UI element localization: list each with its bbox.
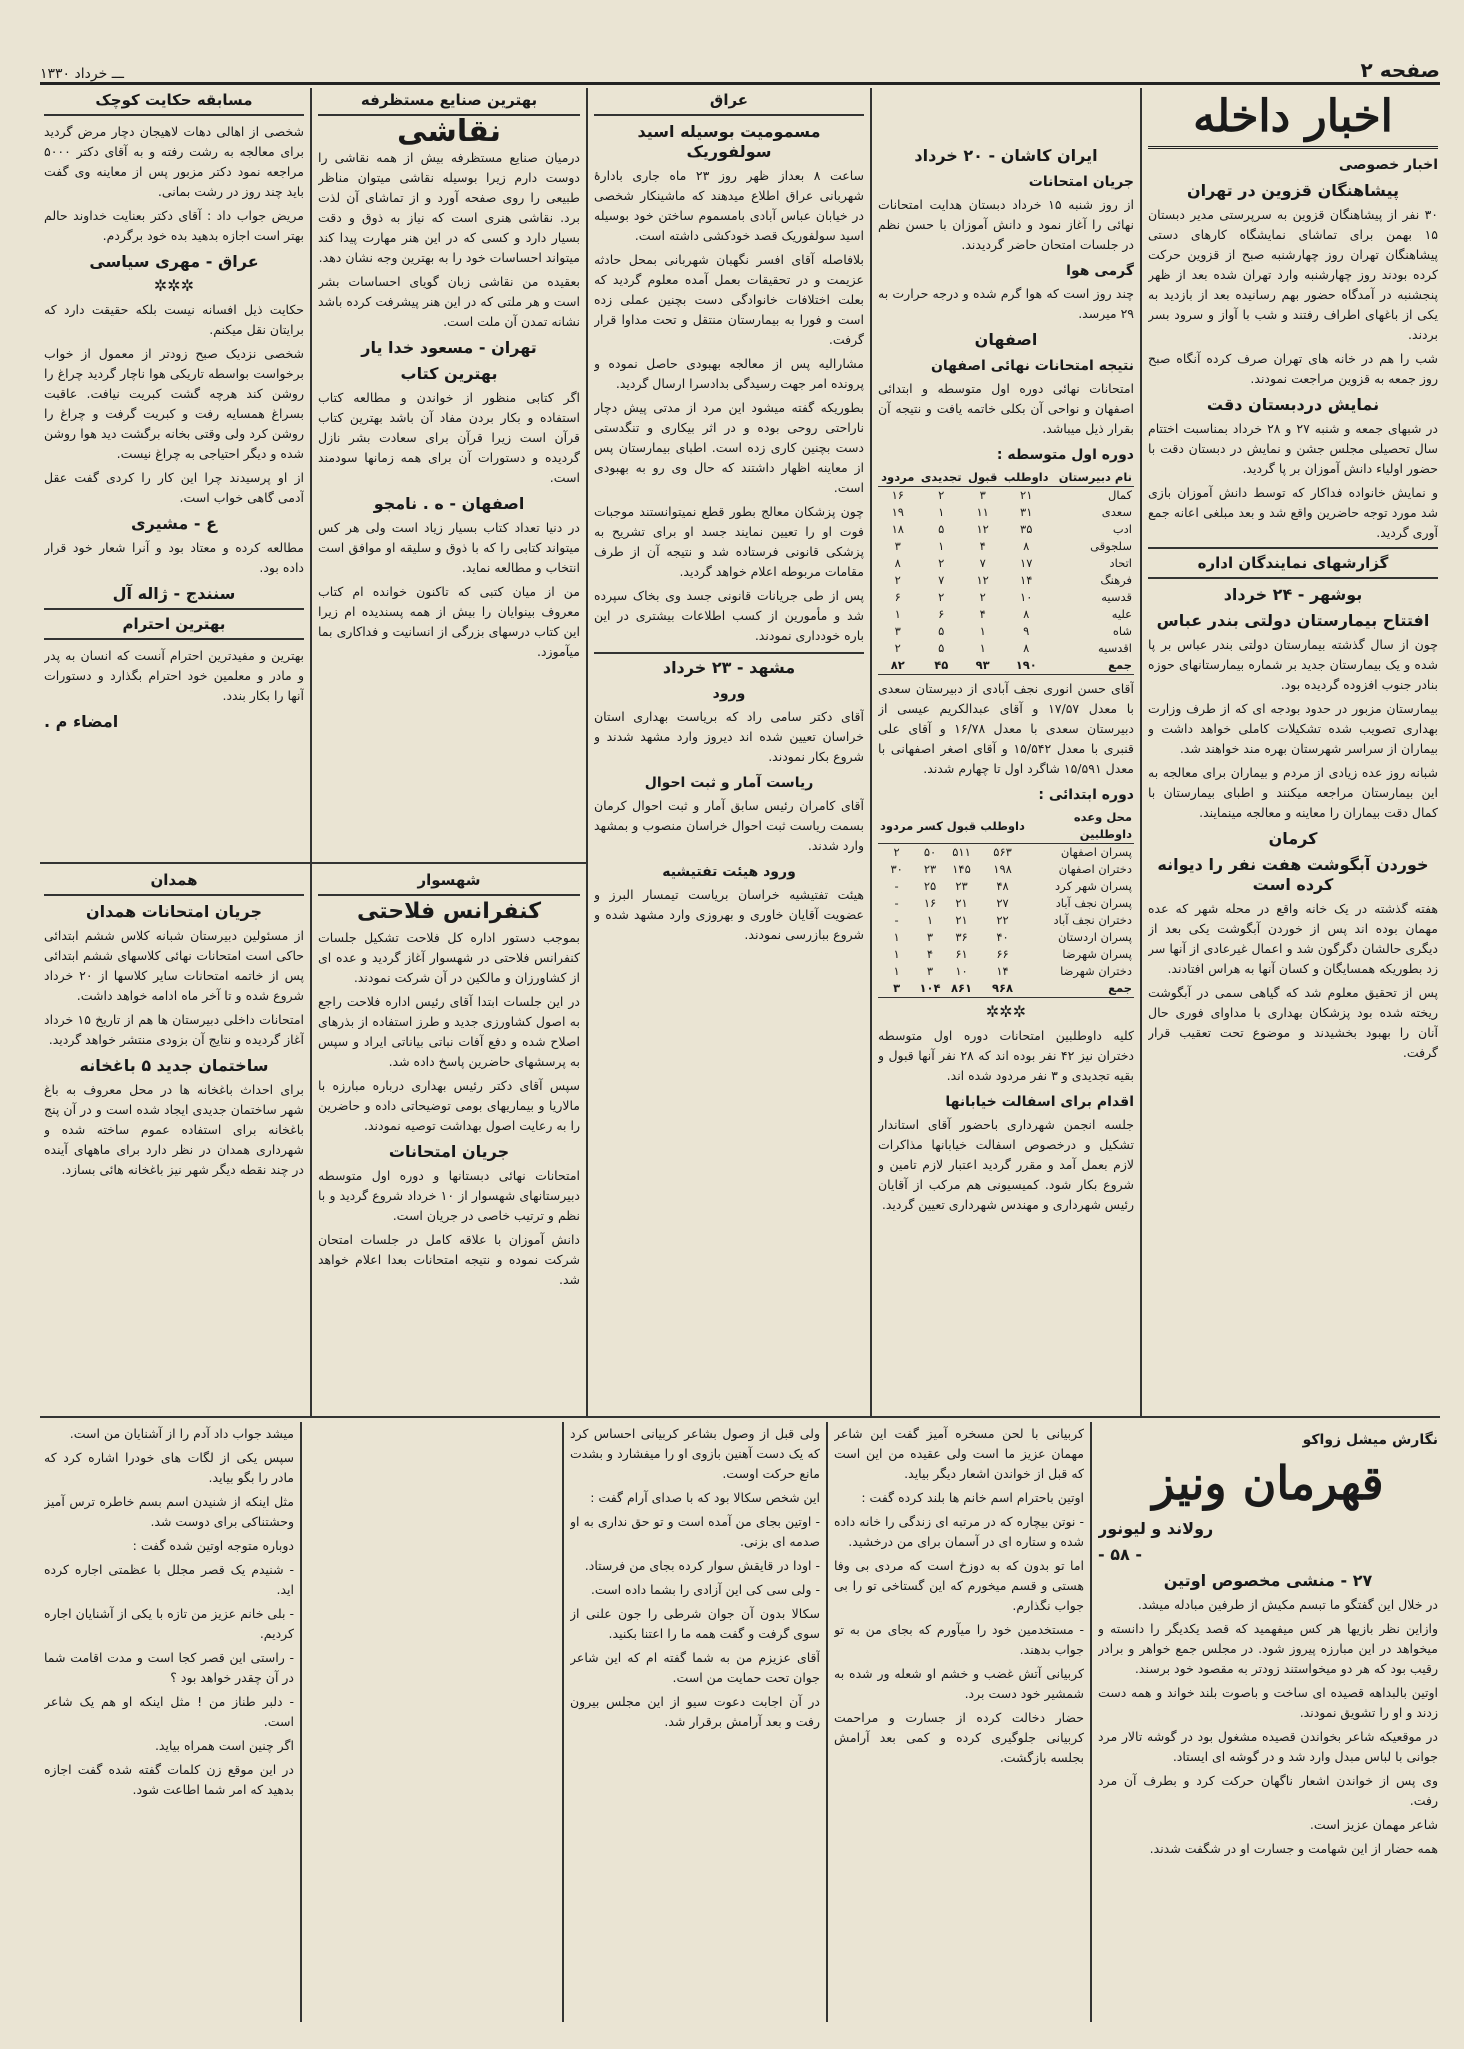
table-cell: ۶۶	[996, 947, 1009, 961]
table-cell: ۳	[894, 539, 901, 553]
article-headline: کنفرانس فلاحتی	[356, 899, 542, 924]
serial-episode: - ۵۸ -	[1098, 1545, 1142, 1564]
table-cell: اتحاد	[1109, 556, 1132, 570]
serial-text: حضار دخالت کرده از جسارت و مراحمت کربیانی جلوگیری کرده و کمی بعد آرامش بجلسه بازگشت.	[834, 1710, 1084, 1765]
table-row	[878, 521, 1134, 538]
section-title: بهترین صنایع مستظرفه	[318, 88, 580, 116]
article-text: شخصی نزدیک صبح زودتر از معمول از خواب برخواست بواسطه تاریکی هوا ناچار گردید چراغ را روشن کند هرچه گشت کبریت نیافت. عاقبت بسراغ همسایه رفت و کبریت گرفت و چراغ را روشن کرد ولی وقتی بخانه برگشت دید هوا روشن شده و دیگر احتیاجی به چراغ نیست.	[44, 346, 304, 461]
table-cell: ادب	[1112, 522, 1132, 536]
table-caption: دوره اول متوسطه :	[996, 447, 1134, 463]
serial-text: سکالا بدون آن جوان شرطی را جون علنی از سوی گرفت و گفت همه ما را اعتنا بکنید.	[570, 1606, 820, 1641]
serial-text: - ولی سی کی این آزادی را بشما داده است.	[590, 1582, 820, 1597]
serial-text: وی پس از خواندن اشعار ناگهان حرکت کرد و بطرف آن مرد رفت.	[1098, 1773, 1438, 1808]
table-header: کسر	[915, 809, 945, 844]
serial-subtitle: رولاند و لیونور	[1098, 1519, 1214, 1538]
table-cell: ۱۰۴	[915, 980, 945, 998]
table-header: نام دبیرستان	[1052, 469, 1134, 487]
article-text: امتحانات نهائی دبستانها و دوره اول متوسطه دبیرستانهای شهسوار از ۱۰ خرداد شروع گردید و با نظم و ترتیب خاصی در جریان است.	[318, 1168, 580, 1223]
table-cell: ۹	[1023, 624, 1030, 638]
author-signature: امضاء م .	[44, 712, 119, 731]
table-row	[878, 538, 1134, 555]
table-cell: ۹۳	[965, 657, 1000, 675]
serial-text: - نوتن بیچاره که در مرتبه ای زندگی را خانه داده شده و ستاره ای در آسمان برای من درخشید.	[834, 1514, 1084, 1549]
serial-column-2	[834, 1424, 1084, 2020]
article-text: چون پزشکان معالج بطور قطع نمیتوانستند موجبات فوت او را تعیین نمایند جسد او برای تشریح به پزشکی قانونی فرستاده شد و نتیجه آن از طرف مقامات مربوطه اعلام خواهد گردید.	[594, 504, 864, 579]
city-dateline: بوشهر - ۲۴ خرداد	[1223, 585, 1363, 604]
table-header: تجدیدی	[918, 469, 965, 487]
article-text: آقای کامران رئیس سابق آمار و ثبت احوال کرمان بسمت ریاست ثبت احوال خراسان منصوب و بمشهد وارد شدند.	[594, 798, 864, 853]
table-row	[878, 861, 1134, 878]
table-cell: سلجوقی	[1090, 539, 1132, 553]
table-cell: ۱۶	[923, 896, 937, 910]
table-cell: ۲۳	[923, 862, 937, 876]
table-cell: پسران اردستان	[1057, 930, 1132, 944]
table-cell: دختران نجف آباد	[1053, 913, 1132, 927]
table-cell: ۲۳	[955, 879, 968, 893]
table-cell: ۲	[938, 488, 945, 502]
table-cell: پسران شهر کرد	[1055, 879, 1132, 893]
article-text: من از میان کتبی که تاکنون خوانده ام کتاب معروف بینوایان را بیش از همه پسندیده ام زیرا این کتاب درسهای بزرگی از انسانیت و فداکاری بما میآموزد.	[318, 584, 580, 659]
serial-text: شاعر مهمان عزیز است.	[1309, 1817, 1438, 1832]
author-signature: ع - مشیری	[130, 514, 218, 533]
article-text: شب را هم در خانه های تهران صرف کرده آنگاه صبح روز جمعه به قزوین مراجعت نمودند.	[1148, 351, 1438, 386]
article-text: پس از طی جریانات قانونی جسد وی بخاک سپرده شد و مأمورین از کسب اطلاعات بیشتری در این باره خودداری نمودند.	[594, 588, 864, 643]
serial-author: نگارش میشل زواکو	[1302, 1432, 1438, 1448]
primary-results-table	[878, 809, 1134, 998]
table-cell: ۱۶	[891, 488, 904, 502]
article-text: در دنیا تعداد کتاب بسیار زیاد است ولی هر کس میتواند کتابی را که با ذوق و سلیقه او موافق است انتخاب و مطالعه نماید.	[318, 520, 580, 575]
author-signature: سنندج - ژاله آل	[112, 584, 236, 603]
serial-text: اگر چنین است همراه بیاید.	[154, 1738, 294, 1753]
table-cell: ۲۵	[923, 879, 937, 893]
serial-text: - اودا در قایقش سوار کرده بجای من فرستاد.	[584, 1558, 820, 1573]
table-cell: شاه	[1112, 624, 1132, 638]
column-rule	[300, 1422, 302, 2022]
table-cell: ۳۰	[890, 862, 903, 876]
table-cell: ۳۱	[1020, 505, 1033, 519]
table-cell: ۱	[979, 641, 986, 655]
serial-text: وازاین نظر بازیها هر کس میفهمید که قصد یکدیگر را دانسته و میخواهد در این مبارزه پیروز شود. در مجلس جمع خواهر و برادر رقیب بود که هر دو میخواستند زودتر به مقصود خود برسند.	[1098, 1621, 1438, 1676]
table-row	[878, 487, 1134, 505]
table-cell: ۲	[938, 590, 945, 604]
separator-ornament-icon: ✲✲✲	[153, 276, 195, 295]
table-cell: ۱	[893, 930, 900, 944]
table-cell: ۵۰	[923, 845, 937, 859]
table-cell: ۹۶۸	[978, 980, 1027, 998]
serial-text: کربیانی با لحن مسخره آمیز گفت این شاعر مهمان عزیز ما است ولی عقیده من این است که قبل از خواندن اشعار دیگر بیاید.	[834, 1426, 1084, 1481]
article-text: ۳۰ نفر از پیشاهنگان قزوین به سرپرستی مدیر دبستان ۱۵ بهمن برای تماشای نمایشگاه کارهای دستی پیشاهنگان تهران روز چهارشنبه صبح از قزوین حرکت کرده بودند روز چهارشنبه وارد تهران شده بعد از ظهر پنجشنبه در آمدگاه حضور بهم رسانیده بعد از بازدید به یکی از باغهای اطراف رفتند و شب با آواز و سرود بسر بردند.	[1148, 207, 1438, 342]
page-header	[40, 52, 1440, 85]
table-row	[878, 912, 1134, 929]
horizontal-rule	[40, 862, 586, 864]
article-headline: ساختمان جدید ۵ باغخانه	[79, 1056, 269, 1075]
serial-text: در موقعیکه شاعر بخواندن قصیده مشغول بود در گوشه تالار مرد جوانی با لباس مبدل وارد شد و در گوشه ای ایستاد.	[1098, 1729, 1438, 1764]
table-header: مردود	[878, 809, 915, 844]
table-cell: ۱۰	[1020, 590, 1033, 604]
serial-text: - مستخدمین خود را میآورم که بجای من به تو جواب بدهند.	[834, 1622, 1084, 1657]
hamadan-column	[44, 868, 304, 1412]
table-cell: جمع	[1027, 980, 1134, 998]
city-dateline: مشهد - ۲۳ خرداد	[594, 652, 864, 678]
serial-text: - راستی این قصر کجا است و مدت اقامت شما در آن چقدر خواهد بود ؟	[44, 1650, 294, 1685]
city-dateline: کرمان	[1268, 829, 1318, 848]
table-cell: فرهنگ	[1100, 573, 1132, 587]
table-cell: ۴۰	[996, 930, 1009, 944]
table-cell: ۱	[926, 913, 934, 927]
table-cell: ۱۲	[976, 573, 989, 587]
table-cell: ۲۲	[996, 913, 1009, 927]
article-text: در این جلسات ابتدا آقای رئیس اداره فلاحت راجع به اصول کشاورزی جدید و طرز استفاده از بذرهای اصلاح شده و دفع آفات نباتی بیاناتی ایراد و سپس به پرسشهای حاضرین پاسخ داده شد.	[318, 994, 580, 1069]
table-cell: -	[894, 879, 899, 893]
table-cell: کمال	[1108, 488, 1132, 502]
table-row	[878, 555, 1134, 572]
short-story-column	[44, 88, 304, 858]
city-dateline: اصفهان	[974, 330, 1038, 349]
article-text: از روز شنبه ۱۵ خرداد دبستان هدایت امتحانات نهائی را آغاز نمود و دانش آموزان با حسن نظم در جلسات امتحان حاضر گردیدند.	[878, 197, 1134, 252]
table-row	[878, 946, 1134, 963]
table-row	[878, 844, 1134, 862]
table-cell: ۷	[979, 556, 986, 570]
serial-text: - بلی خانم عزیز من تازه با یکی از آشنایان اجاره کردیم.	[44, 1606, 294, 1641]
serial-text: اوتین بالبداهه قصیده ای ساخت و باصوت بلند خواند و همه دست زدند و او را تشویق نمودند.	[1098, 1685, 1438, 1720]
article-headline: نمایش دردبستان دقت	[1206, 395, 1380, 414]
table-cell: ۲۱	[955, 896, 968, 910]
table-cell: ۱۸	[891, 522, 904, 536]
serial-text: دوباره متوجه اوتین شده گفت :	[132, 1538, 294, 1553]
serial-text: آقای عزیزم من به شما گفته ام که این شاعر جوان تحت حمایت من است.	[570, 1650, 820, 1685]
table-header: محل وعده داوطلبین	[1027, 809, 1134, 844]
city-dateline: ایران کاشان - ۲۰ خرداد	[914, 146, 1098, 165]
article-text: شخصی از اهالی دهات لاهیجان دچار مرض گردید برای معالجه به رشت رفته و به آقای دکتر ۵۰۰۰ مراجعه نمود دکتر مزبور پس از معاینه وی گفت باید چند روز در رشت بمانی.	[44, 124, 304, 199]
table-cell: ۲	[938, 556, 945, 570]
table-cell: ۲	[894, 641, 901, 655]
article-text: آقای حسن انوری نجف آبادی از دبیرستان سعدی با معدل ۱۷/۵۷ و آقای عبدالکریم عیسی از دبیرستان سعدی با معدل ۱۶/۷۸ و آقای علی قنبری با معدل ۱۵/۵۴۲ و آقای اصغر اصفهانی با معدل ۱۵/۵۹۱ شاگرد اول تا چهارم شدند.	[878, 681, 1134, 776]
serial-text: در آن اجابت دعوت سیو از این مجلس بیرون رفت و بعد آرامش برقرار شد.	[570, 1694, 820, 1729]
article-text: پس از تحقیق معلوم شد که گیاهی سمی در آبگوشت ریخته شده بود پزشکان بهداری با مداوای فوری حال آنان را بهبود بخشیدند و موضوع تحت تعقیب قرار گرفت.	[1148, 985, 1438, 1060]
table-row	[878, 589, 1134, 606]
section-title: عراق	[594, 88, 864, 116]
table-cell: -	[894, 913, 899, 927]
table-cell: ۸	[1023, 641, 1030, 655]
table-cell: ۱۴	[1020, 573, 1033, 587]
article-headline: ریاست آمار و ثبت احوال	[644, 775, 814, 791]
article-text: سپس آقای دکتر رئیس بهداری درباره مبارزه با مالاریا و بیماریهای بومی توضیحاتی داده و حاضرین را به رعایت اصول بهداشت توصیه نمودند.	[318, 1078, 580, 1133]
section-title: بهترین احترام	[44, 608, 304, 640]
table-cell: ۵	[938, 624, 945, 638]
table-cell: ۴۸	[996, 879, 1009, 893]
article-text: جلسه انجمن شهرداری باحضور آقای استاندار تشکیل و درخصوص اسفالت خیابانها مذاکرات لازم بعمل آمد و مقرر گردید اعتبار لازم تامین و شروع بکار شود. کمیسیونی هم مرکب از آقایان رئیس شهرداری و مهندس شهرداری تعیین گردید.	[878, 1117, 1134, 1212]
page-number: صفحه ۲	[1360, 58, 1440, 82]
table-cell: ۳	[926, 930, 934, 944]
serial-column-4	[44, 1424, 294, 2020]
table-row	[878, 878, 1134, 895]
table-cell: ۲۱	[955, 913, 968, 927]
serial-text: در این موقع زن کلمات گفته شده گفت اجازه بدهید که امر شما اطاعت شود.	[44, 1762, 294, 1797]
table-cell: دختران اصفهان	[1058, 862, 1132, 876]
table-cell: ۳۶	[955, 930, 968, 944]
article-text: مشارالیه پس از معالجه بهبودی حاصل نموده و پرونده امر جهت رسیدگی بدادسرا ارسال گردید.	[594, 356, 864, 391]
serial-text: مثل اینکه از شنیدن اسم بسم خاطره ترس آمیز وحشتناکی برای دوست شد.	[44, 1494, 294, 1529]
article-text: و نمایش خانواده فداکار که توسط دانش آموزان بازی شد مورد توجه حاضرین واقع شد و بعد مبلغی اعانه جمع آوری گردید.	[1148, 485, 1438, 540]
table-cell: ۸۶۱	[945, 980, 978, 998]
author-signature: اصفهان - ه . نامجو	[373, 494, 525, 513]
article-text: ساعت ۸ بعداز ظهر روز ۲۳ ماه جاری بادارۀ شهربانی عراق اطلاع میدهند که ماشینکار شخصی در خیابان عباس آبادی بامسموم ساختن خود بوسیله اسید سولفوریک قصد خودکشی داشته است.	[594, 168, 864, 243]
table-cell: ۶	[938, 607, 945, 621]
table-cell: ۵	[938, 641, 945, 655]
table-cell: ۱۴	[996, 964, 1009, 978]
article-text: چند روز است که هوا گرم شده و درجه حرارت به ۲۹ میرسد.	[878, 286, 1134, 321]
table-cell: ۳۵	[1020, 522, 1033, 536]
section-title: مسابقه حکایت کوچک	[44, 88, 304, 116]
table-cell: ۱۹۰	[1000, 657, 1052, 675]
table-header-row	[878, 469, 1134, 487]
table-total-row	[878, 980, 1134, 998]
table-row	[878, 572, 1134, 589]
table-cell: ۳	[878, 980, 915, 998]
section-title: شهسوار	[318, 868, 580, 896]
column-rule	[586, 88, 588, 1416]
column-rule	[1090, 1422, 1092, 2022]
article-headline: اقدام برای اسفالت خیابانها	[945, 1094, 1134, 1110]
table-cell: پسران شهرضا	[1062, 947, 1132, 961]
table-cell: ۸	[1023, 539, 1030, 553]
article-text: برای احداث باغخانه ها در محل معروف به باغ شهر ساختمان جدیدی ایجاد شده است و در آن پنج باغخانه برای استفاده عموم ساخته شده و شهرداری همدان در نظر دارد برای ماههای آینده در چند نقطه دیگر شهر نیز باغخانه هائی بسازد.	[44, 1082, 304, 1177]
article-text: در شبهای جمعه و شنبه ۲۷ و ۲۸ خرداد بمناسبت اختتام سال تحصیلی مجلس جشن و نمایش در دبستان دقت با حضور اولیاء دانش آموزان بر پا گردید.	[1148, 421, 1438, 476]
table-cell: ۲	[894, 573, 901, 587]
table-row	[878, 963, 1134, 980]
article-text: مریض جواب داد : آقای دکتر بعنایت خداوند حالم بهتر است اجازه بدهید بده خود برگردم.	[44, 208, 304, 243]
column-rule	[310, 88, 312, 1416]
serial-text: اوتین باحترام اسم خانم ها بلند کرده گفت :	[861, 1490, 1084, 1505]
table-row	[878, 606, 1134, 623]
table-cell: ۴	[979, 539, 986, 553]
article-text: بطوریکه گفته میشود این مرد از مدتی پیش دچار ناراحتی روحی بوده و در اثر بیکاری و تنگدستی دست بچنین کاری زده است. اطبای بیمارستان پس از معاینه اظهار داشتند که حال وی رو به بهبودی است.	[594, 400, 864, 495]
kashan-isfahan-column	[878, 140, 1134, 1412]
table-cell: ۴	[926, 947, 934, 961]
serial-text: ولی قبل از وصول بشاعر کربیانی احساس کرد که یک دست آهنین بازوی او را میفشارد و بشدت مانع حرکت اوست.	[570, 1426, 820, 1481]
horizontal-rule	[40, 1416, 1440, 1418]
article-text: شبانه روز عده زیادی از مردم و بیماران برای معالجه به این بیمارستان مراجعه میکنند و اطبای بیمارستان با کمال دقت بیماران را معاینه و معالجه مینمایند.	[1148, 765, 1438, 820]
table-cell: ۲۱	[1020, 488, 1033, 502]
table-cell: ۲	[979, 590, 986, 604]
column-rule	[826, 1422, 828, 2022]
table-cell: ۵۶۳	[993, 845, 1012, 859]
article-headline: بهترین کتاب	[400, 364, 498, 383]
article-text: از او پرسیدند چرا این کار را کردی گفت عقل آدمی گاهی خواب است.	[44, 470, 304, 505]
table-header: مردود	[878, 469, 918, 487]
article-text: هفته گذشته در یک خانه واقع در محله شهر که عده مهمان بوده اند پس از خوردن آبگوشت یکی بعد از دیگری حالشان دگرگون شد و اعمال غیرعادی از آنها سر زد بطوریکه همسایگان و کسان آنها به هراس افتادند.	[1148, 901, 1438, 976]
table-cell: ۱۱	[976, 505, 989, 519]
serial-text: همه حضار از این شهامت و جسارت او در شگفت شدند.	[1149, 1841, 1438, 1856]
table-cell: ۱	[893, 964, 900, 978]
table-cell: ۱۹۸	[993, 862, 1012, 876]
table-cell: ۱۰	[955, 964, 968, 978]
table-cell: ۱۷	[1020, 556, 1033, 570]
article-text: درمیان صنایع مستظرفه بیش از همه نقاشی را دوست دارم زیرا بوسیله نقاشی میتوان مناظر طبیعی را روی صفحه آورد و از تماشای آن لذت برد. نقاشی هنری است که نیاز به ذوق و دقت بسیار دارد و کسی که در این هنر مهارت پیدا کند میتواند احساسات خود را به بهترین وجه نشان دهد.	[318, 150, 580, 265]
article-text: آقای دکتر سامی راد که بریاست بهداری استان خراسان تعیین شده اند دیروز وارد مشهد شدند و شروع بکار نمودند.	[594, 709, 864, 764]
table-total-row	[878, 657, 1134, 675]
serial-column-3	[570, 1424, 820, 2020]
domestic-news-column	[1148, 88, 1438, 1412]
table-row	[878, 929, 1134, 946]
table-cell: ۲۷	[996, 896, 1009, 910]
serial-title-column	[1098, 1424, 1438, 2020]
serial-text: میشد جواب داد آدم را از آشنایان من است.	[69, 1426, 294, 1441]
serial-text: کربیانی آتش غضب و خشم او شعله ور شده به شمشیر خود دست برد.	[834, 1666, 1084, 1701]
table-cell: ۱۹	[891, 505, 904, 519]
table-cell: ۴	[979, 607, 986, 621]
table-cell: سعدی	[1101, 505, 1132, 519]
table-header: داوطلب	[1000, 469, 1052, 487]
table-cell: ۱	[938, 539, 945, 553]
table-cell: ۴۵	[918, 657, 965, 675]
table-cell: ۲	[893, 845, 900, 859]
serial-text: - اوتین بجای من آمده است و تو حق نداری به او صدمه ای بزنی.	[570, 1514, 820, 1549]
article-headline: گرمی هوا	[1066, 263, 1134, 279]
article-headline: نقاشی	[397, 114, 501, 149]
table-header: داوطلب	[978, 809, 1027, 844]
table-cell: ۶	[894, 590, 901, 604]
author-signature: تهران - مسعود خدا یار	[361, 338, 537, 357]
table-cell: اقدسیه	[1097, 641, 1132, 655]
article-text: بعقیده من نقاشی زبان گویای احساسات بشر است و هر ملتی که در این هنر پیشرفت کرده باشد نشانه تمدن آن ملت است.	[318, 274, 580, 329]
table-cell: ۸	[1023, 607, 1030, 621]
table-cell: ۱	[979, 624, 986, 638]
article-text: امتحانات نهائی دوره اول متوسطه و ابتدائی اصفهان و نواحی آن بکلی خاتمه یافت و نتیجه آن بقرار ذیل میباشد.	[878, 381, 1134, 436]
article-headline: ورود هیئت تفتیشیه	[662, 864, 796, 880]
author-signature: عراق - مهری سیاسی	[89, 252, 259, 271]
table-cell: ۳	[979, 488, 986, 502]
article-text: بیمارستان مزبور در حدود بودجه ای که از طرف وزارت بهداری تصویب شده تشکیلات کاملی خواهد داشت و بیماران از سراسر شهرستان بهره مند خواهند شد.	[1148, 701, 1438, 756]
header-date: ـــ خرداد ۱۳۳۰	[40, 66, 125, 82]
table-row	[878, 640, 1134, 657]
table-cell: ۱	[893, 947, 900, 961]
table-row	[878, 623, 1134, 640]
article-text: از مسئولین دبیرستان شبانه کلاس ششم ابتدائی حاکی است امتحانات نهائی کلاسهای ششم ابتدائی پس از خاتمه امتحانات سایر کلاسها از ۲۰ خرداد شروع شده و تا آخر ماه ادامه خواهد داشت.	[44, 928, 304, 1003]
article-headline: جریان امتحانات همدان	[85, 902, 263, 921]
fine-arts-column	[318, 88, 580, 858]
table-cell: ۸۲	[878, 657, 918, 675]
serial-text: اما تو بدون که به دوزخ است که مردی بی وفا هستی و قسم میخورم که این گستاخی تو را بی جواب نگذارم.	[834, 1558, 1084, 1613]
article-text: دانش آموزان با علاقه کامل در جلسات امتحان شرکت نموده و نتیجه امتحانات بعدا اعلام خواهد شد.	[318, 1232, 580, 1287]
column-rule	[562, 1422, 564, 2022]
private-news-label: اخبار خصوصی	[1338, 157, 1438, 173]
article-headline: خوردن آبگوشت هفت نفر را دیوانه کرده است	[1157, 855, 1429, 894]
serial-text: سپس یکی از لگات های خودرا اشاره کرد که مادر را بگو بیاید.	[44, 1450, 294, 1485]
table-cell: ۵	[938, 522, 945, 536]
table-cell: پسران نجف آباد	[1055, 896, 1132, 910]
table-cell: ۸	[894, 556, 901, 570]
section-title: گزارشهای نمایندگان اداره	[1148, 547, 1438, 579]
table-cell: -	[894, 896, 899, 910]
serial-text: این شخص سکالا بود که با صدای آرام گفت :	[590, 1490, 820, 1505]
article-headline: پیشاهنگان قزوین در تهران	[1187, 181, 1399, 200]
separator-ornament-icon: ✲✲✲	[985, 1002, 1027, 1021]
article-headline: مسمومیت بوسیله اسید سولفوریک	[637, 122, 821, 161]
table-cell: ۳	[894, 624, 901, 638]
article-text: بموجب دستور اداره کل فلاحت تشکیل جلسات کنفرانس فلاحتی در شهسوار آغاز گردید و عده ای از کشاورزان و مالکین در آن شرکت نمودند.	[318, 930, 580, 985]
serial-chapter: ۲۷ - منشی مخصوص اوتین	[1163, 1571, 1373, 1590]
serial-text: - شنیدم یک قصر مجلل با عظمتی اجاره کرده اید.	[44, 1562, 294, 1597]
table-caption: دوره ابتدائی :	[1038, 787, 1134, 803]
table-cell: ۱	[938, 505, 945, 519]
table-cell: دختران شهرضا	[1060, 964, 1132, 978]
iraq-mashhad-column	[594, 88, 864, 1412]
table-cell: ۳	[926, 964, 934, 978]
article-headline: نتیجه امتحانات نهائی اصفهان	[930, 358, 1134, 374]
table-cell: ۷	[938, 573, 945, 587]
table-cell: ۱۲	[976, 522, 989, 536]
article-headline: جریان امتحانات	[388, 1142, 510, 1161]
table-row	[878, 504, 1134, 521]
article-text: کلیه داوطلبین امتحانات دوره اول متوسطه دختران نیز ۴۲ نفر بوده اند که ۲۸ نفر آنها قبول و بقیه تجدیدی و ۳ نفر مردود شده اند.	[878, 1028, 1134, 1083]
shahsavar-column	[318, 868, 580, 1412]
article-text: چون از سال گذشته بیمارستان دولتی بندر عباس بر پا شده و یک بیمارستان جدید بر شماره بیمارستانهای حوزه بنادر جنوب افزوده گردیده بود.	[1148, 637, 1438, 692]
table-cell: جمع	[1052, 657, 1134, 675]
table-cell: علیه	[1111, 607, 1132, 621]
table-row	[878, 895, 1134, 912]
column-rule	[870, 88, 872, 1416]
article-text: اگر کتابی منظور از خواندن و مطالعه کتاب استفاده و بکار بردن مفاد آن باشد بهترین کتاب قرآن است زیرا قرآن برای سعادت بشر نازل گردیده و دستورات آن برای همه زمانها سودمند است.	[318, 390, 580, 485]
table-header-row	[878, 809, 1134, 844]
article-text: بهترین و مفیدترین احترام آنست که انسان به پدر و مادر و معلمین خود احترام بگذارد و دستورات آنها را بکار بندد.	[44, 648, 304, 703]
serial-title: قهرمان ونیز	[1152, 1456, 1384, 1510]
article-text: هیئت تفتیشیه خراسان بریاست تیمسار البرز و عضویت آقایان خاوری و بهروزی وارد مشهد شده و شروع ببازرسی نمودند.	[594, 887, 864, 942]
table-header: قبول	[965, 469, 1000, 487]
column-rule	[1140, 88, 1142, 1416]
table-cell: ۶۱	[955, 947, 968, 961]
article-text: امتحانات داخلی دبیرستان ها هم از تاریخ ۱۵ خرداد آغاز گردیده و نتایج آن بزودی منتشر خواهد گردید.	[44, 1012, 304, 1047]
domestic-news-title: اخبار داخله	[1148, 88, 1438, 149]
table-cell: ۱	[894, 607, 901, 621]
article-headline: ورود	[712, 686, 746, 702]
serial-text: - دلبر طناز من ! مثل اینکه او هم یک شاعر است.	[44, 1694, 294, 1729]
table-cell: ۵۱۱	[952, 845, 971, 859]
article-text: حکایت ذیل افسانه نیست بلکه حقیقت دارد که برایتان نقل میکنم.	[44, 302, 304, 337]
table-header: قبول	[945, 809, 978, 844]
article-text: بلافاصله آقای افسر نگهبان شهربانی بمحل حادثه عزیمت و در تحقیقات بعمل آمده معلوم گردید که بعلت اختلافات خانوادگی دست بچنین عملی زده است و فورا به بیمارستان منتقل و تحت مداوا قرار گرفت.	[594, 252, 864, 347]
secondary-results-table	[878, 469, 1134, 675]
article-headline: جریان امتحانات	[1028, 174, 1134, 190]
table-cell: پسران اصفهان	[1060, 845, 1132, 859]
table-cell: ۱۴۵	[952, 862, 971, 876]
serial-text: در خلال این گفتگو ما تبسم مکیش از طرفین مبادله میشد.	[1137, 1597, 1438, 1612]
section-title: همدان	[44, 868, 304, 896]
article-text: مطالعه کرده و معتاد بود و آنرا شعار خود قرار داده بود.	[44, 540, 304, 575]
article-headline: افتتاح بیمارستان دولتی بندر عباس	[1156, 611, 1430, 630]
table-cell: قدسیه	[1101, 590, 1132, 604]
